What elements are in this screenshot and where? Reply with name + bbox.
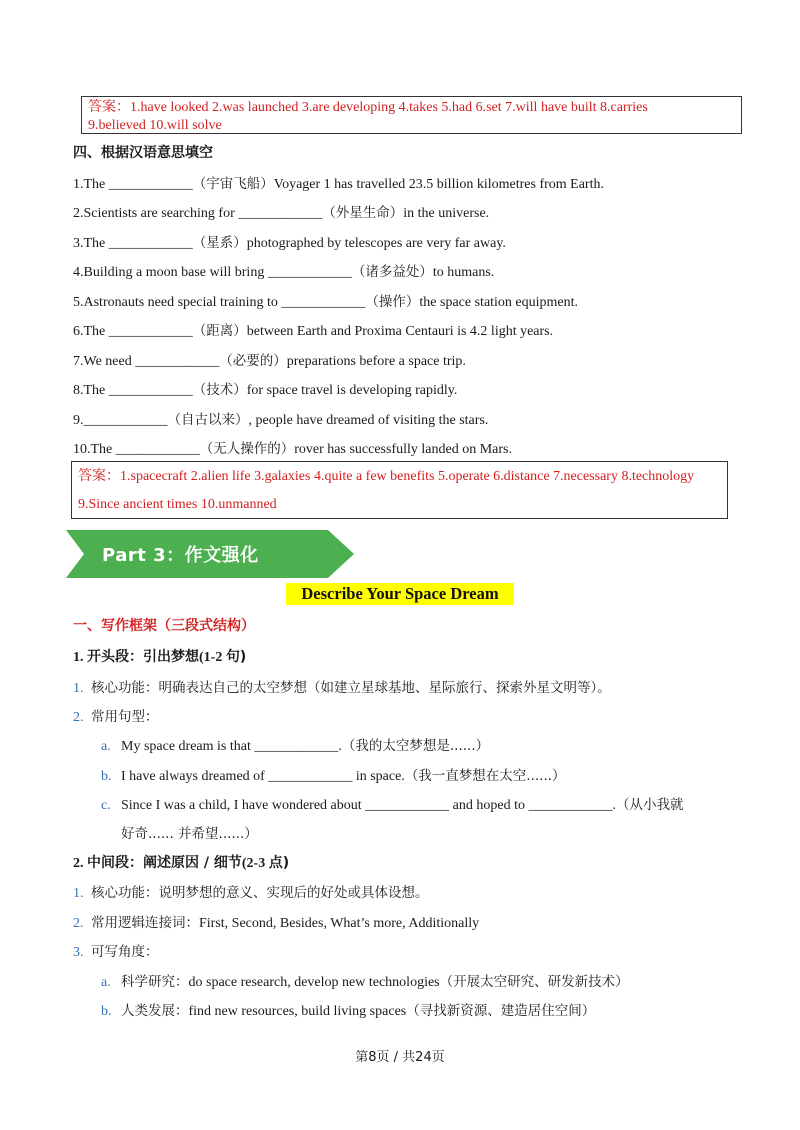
angle-a-cn2: （开展太空研究、研发新技术） [439, 974, 629, 990]
question-8 [73, 378, 457, 399]
question-8-post: for space travel is developing rapidly. [246, 383, 458, 398]
answer-box-2-line-1: 答案：1.spacecraft 2.alien life 3.galaxies 4.quite a few benefits 5.operate 6.distance 7.necessary 8.technology [78, 469, 695, 484]
question-5 [73, 290, 578, 311]
sentence-pattern-a-num: a. [101, 739, 111, 754]
angle-a-en: do space research, develop new technologies [188, 975, 440, 990]
question-5-post: the space station equipment. [419, 295, 579, 310]
middle-item-2 [73, 911, 479, 932]
middle-paragraph-title: 中间段：阐述原因 / 细节 [87, 855, 242, 871]
sentence-pattern-c-cn: （从小我就 [615, 797, 684, 813]
question-3 [73, 231, 506, 252]
middle-item-2-en: First, Second, Besides, What’s more, Additionally [199, 916, 480, 931]
question-4-post: to humans. [432, 265, 495, 280]
question-2-cn: （外星生命） [322, 205, 404, 221]
question-1-pre: 1.The ____________ [73, 177, 193, 192]
sentence-pattern-b [101, 764, 566, 785]
question-6-cn: （距离） [192, 323, 247, 339]
question-10 [73, 437, 512, 458]
question-4-pre: 4.Building a moon base will bring ____________ [73, 265, 352, 280]
framework-heading: 一、写作框架（三段式结构） [73, 618, 255, 634]
angle-a-num: a. [101, 975, 111, 990]
question-6-pre: 6.The ____________ [73, 324, 193, 339]
part-3-banner [66, 530, 354, 578]
question-2 [73, 201, 489, 222]
sentence-pattern-a [101, 734, 489, 755]
part-3-banner-text: Part 3：作文强化 [102, 545, 259, 566]
answer-box-1 [81, 96, 742, 134]
angle-b-cn2: （寻找新资源、建造居住空间） [406, 1003, 596, 1019]
question-1-post: Voyager 1 has travelled 23.5 billion kilometres from Earth. [273, 177, 604, 192]
opening-item-1 [73, 676, 611, 697]
question-7-cn: （必要的） [219, 353, 287, 369]
middle-paragraph-num: 2. [73, 856, 84, 871]
question-2-pre: 2.Scientists are searching for ____________ [73, 206, 323, 221]
question-5-cn: （操作） [365, 294, 420, 310]
sentence-pattern-c-continuation [121, 822, 258, 843]
question-10-pre: 10.The ____________ [73, 442, 200, 457]
question-4 [73, 260, 494, 281]
angle-b-cn: 人类发展： [121, 1003, 189, 1019]
sentence-pattern-b-num: b. [101, 769, 112, 784]
middle-paragraph-note-end: 点) [268, 855, 290, 871]
angle-b [101, 999, 595, 1020]
middle-item-2-cn: 常用逻辑连接词： [91, 915, 199, 931]
question-10-post: rover has successfully landed on Mars. [294, 442, 512, 457]
opening-paragraph-num: 1. [73, 650, 84, 665]
essay-title: Describe Your Space Dream [286, 583, 514, 605]
opening-paragraph-note-end: 句) [225, 649, 247, 665]
answer-box-1-line-2: 9.believed 10.will solve [88, 118, 222, 133]
opening-paragraph-note: (1-2 [199, 650, 223, 665]
opening-item-1-num: 1. [73, 681, 84, 696]
sentence-pattern-a-en: My space dream is that ____________. [121, 739, 342, 754]
section-4-heading: 四、根据汉语意思填空 [73, 145, 213, 161]
page-footer: 第8页 / 共24页 [355, 1050, 445, 1065]
middle-item-1 [73, 881, 429, 902]
question-6-post: between Earth and Proxima Centauri is 4.2 light years. [246, 324, 554, 339]
middle-item-2-num: 2. [73, 916, 84, 931]
angle-b-en: find new resources, build living spaces [188, 1004, 407, 1019]
angle-b-num: b. [101, 1004, 112, 1019]
sentence-pattern-c-cont-text: 好奇...... 并希望......） [121, 826, 258, 842]
opening-item-2-text: 常用句型： [91, 709, 159, 725]
question-3-pre: 3.The ____________ [73, 236, 193, 251]
opening-paragraph-title: 开头段：引出梦想 [87, 649, 199, 665]
question-9-pre: 9.____________ [73, 413, 168, 428]
middle-item-3 [73, 940, 159, 961]
question-8-pre: 8.The ____________ [73, 383, 193, 398]
answer-box-2-line-2: 9.Since ancient times 10.unmanned [78, 497, 277, 512]
question-7-post: preparations before a space trip. [286, 354, 466, 369]
question-5-pre: 5.Astronauts need special training to ____________ [73, 295, 366, 310]
sentence-pattern-b-cn: （我一直梦想在太空......） [404, 768, 566, 784]
question-2-post: in the universe. [403, 206, 490, 221]
sentence-pattern-a-cn: （我的太空梦想是......） [341, 738, 490, 754]
sentence-pattern-c-num: c. [101, 798, 111, 813]
opening-item-2 [73, 705, 159, 726]
middle-item-1-text: 核心功能：说明梦想的意义、实现后的好处或具体设想。 [91, 885, 429, 901]
answer-box-2 [71, 461, 728, 519]
middle-item-3-text: 可写角度： [91, 944, 159, 960]
question-3-cn: （星系） [192, 235, 247, 251]
question-9-post: , people have dreamed of visiting the stars. [248, 413, 489, 428]
question-9-cn: （自古以来） [167, 412, 249, 428]
angle-a [101, 970, 629, 991]
angle-a-cn: 科学研究： [121, 974, 189, 990]
middle-paragraph-heading [73, 852, 289, 872]
question-4-cn: （诸多益处） [351, 264, 433, 280]
question-3-post: photographed by telescopes are very far away. [246, 236, 506, 251]
answer-box-1-line-1: 答案：1.have looked 2.was launched 3.are developing 4.takes 5.had 6.set 7.will have built 8.carries [88, 100, 648, 115]
opening-paragraph-heading [73, 646, 246, 666]
middle-item-3-num: 3. [73, 945, 84, 960]
middle-item-1-num: 1. [73, 886, 84, 901]
opening-item-1-text: 核心功能：明确表达自己的太空梦想（如建立星球基地、星际旅行、探索外星文明等）。 [91, 680, 611, 696]
sentence-pattern-c-en: Since I was a child, I have wondered about ____________ and hoped to ____________. [121, 798, 616, 813]
opening-item-2-num: 2. [73, 710, 84, 725]
sentence-pattern-b-en: I have always dreamed of ____________ in space. [121, 769, 405, 784]
middle-paragraph-note: (2-3 [241, 856, 266, 871]
question-8-cn: （技术） [192, 382, 247, 398]
question-10-cn: （无人操作的） [199, 441, 295, 457]
question-7-pre: 7.We need ____________ [73, 354, 220, 369]
question-1 [73, 172, 604, 193]
question-7 [73, 349, 466, 370]
sentence-pattern-c [101, 793, 683, 814]
question-6 [73, 319, 553, 340]
question-9 [73, 408, 488, 429]
question-1-cn: （宇宙飞船） [192, 176, 274, 192]
